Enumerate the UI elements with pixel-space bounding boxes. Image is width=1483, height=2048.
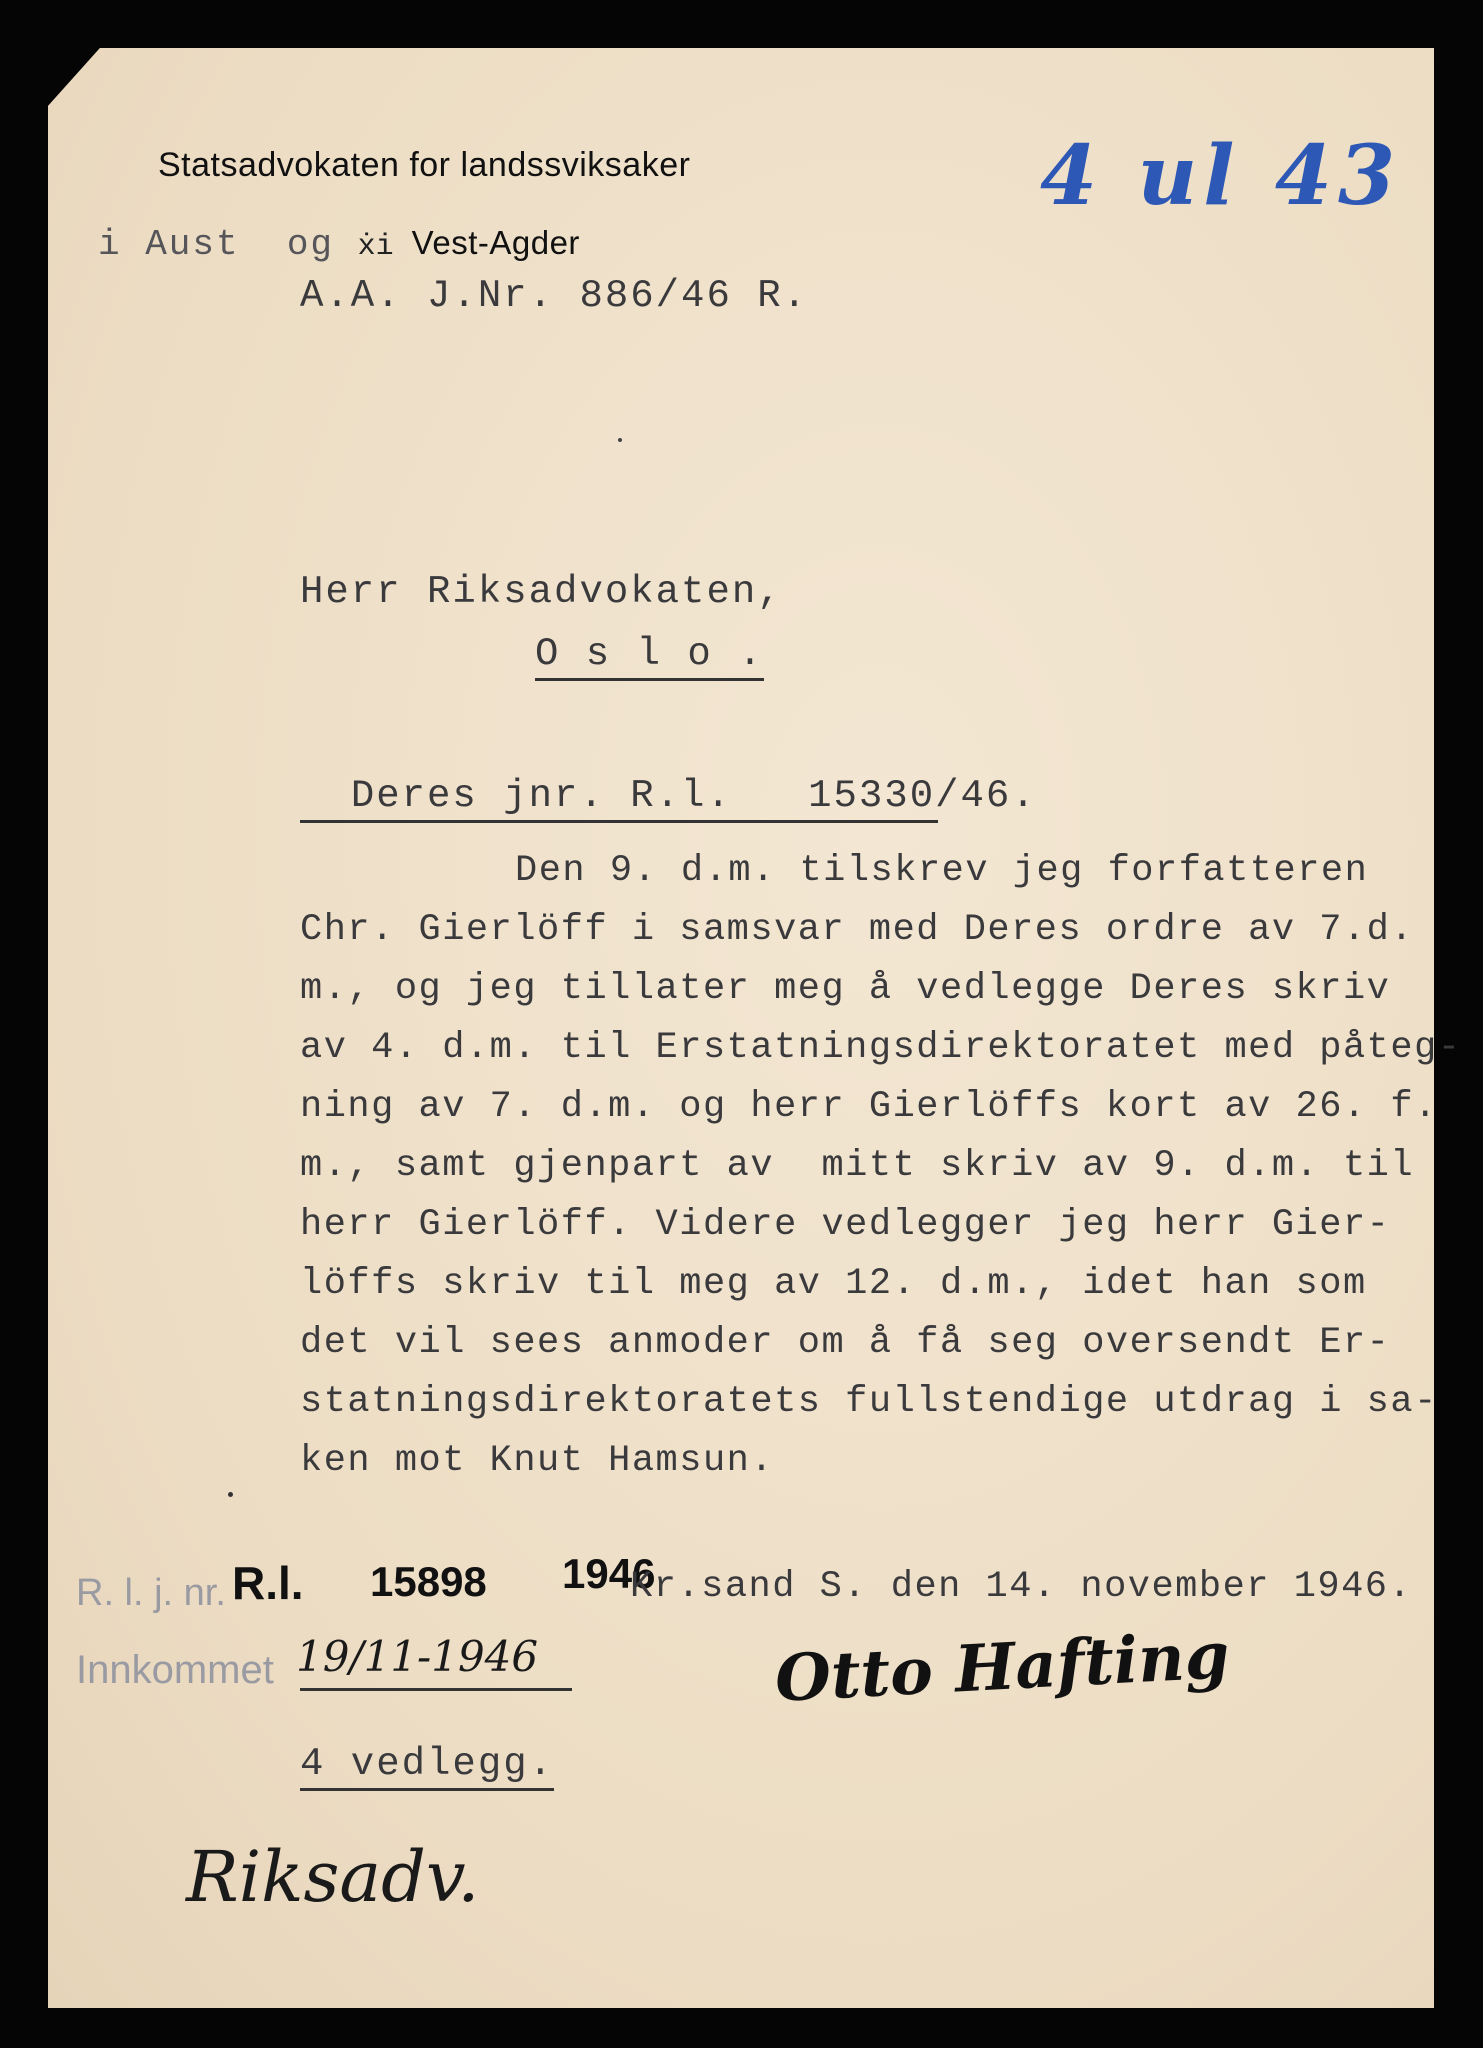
letterhead-line1: Statsadvokaten for landssviksaker [158,146,691,184]
signature: Otto Hafting [773,1618,1232,1717]
addressee-name: Herr Riksadvokaten, [300,570,783,614]
stamp-rl-label: R.l. [232,1557,304,1609]
body-line: m., samt gjenpart av mitt skriv av 9. d.m. til [300,1145,1415,1187]
stamp-innkommet-date: 19/11-1946 [296,1632,539,1681]
paper-speck [618,438,622,442]
body-line: det vil sees anmoder om å få seg oversendt Er- [300,1322,1391,1364]
stamp-rl-year: 1946 [562,1550,656,1597]
body-line: Chr. Gierlöff i samsvar med Deres ordre av 7.d. [300,909,1415,951]
handwritten-note: Riksadv. [186,1836,480,1918]
body-line: Den 9. d.m. tilskrev jeg forfatteren [515,850,1369,892]
reference-number: 15330/46. [808,774,1037,818]
body-line: herr Gierlöff. Videre vedlegger jeg herr Gier- [300,1204,1391,1246]
body-line: ning av 7. d.m. og herr Gierlöffs kort av 26. f. [300,1086,1438,1128]
body-line: löffs skriv til meg av 12. d.m., idet han som [300,1263,1367,1305]
body-line: statningsdirektoratets fullstendige utdrag i sa- [300,1381,1438,1423]
body-line: ken mot Knut Hamsun. [300,1440,775,1482]
reference-line [300,730,1037,823]
stamp-rl-number: 15898 [370,1558,487,1605]
paper-speck [228,1492,233,1497]
body-line: m., og jeg tillater meg å vedlegge Deres skriv [300,968,1391,1010]
body-line: av 4. d.m. til Erstatningsdirektoratet med påteg- [300,1027,1462,1069]
stamp-innkommet-label: Innkommet [76,1648,274,1692]
addressee-city: O s l o . [535,632,764,681]
stamp-rij-label: R. l. j. nr. [76,1572,226,1614]
letterhead-line2 [90,206,580,265]
reference-label: Deres jnr. R.l. [350,774,732,818]
enclosures: 4 vedlegg. [300,1742,554,1791]
letterhead-line2-prefix: i Aust og [98,224,358,265]
stamp-innkommet-line [300,1688,572,1691]
place-date-line: Kr.sand S. den 14. november 1946. [630,1566,1413,1608]
letterhead-line2-suffix: Vest-Agder [411,224,580,261]
struck-character: ẋi [357,230,412,264]
journal-number: A.A. J.Nr. 886/46 R. [300,274,809,318]
handwritten-file-mark: 4 ul 43 [1040,128,1402,224]
